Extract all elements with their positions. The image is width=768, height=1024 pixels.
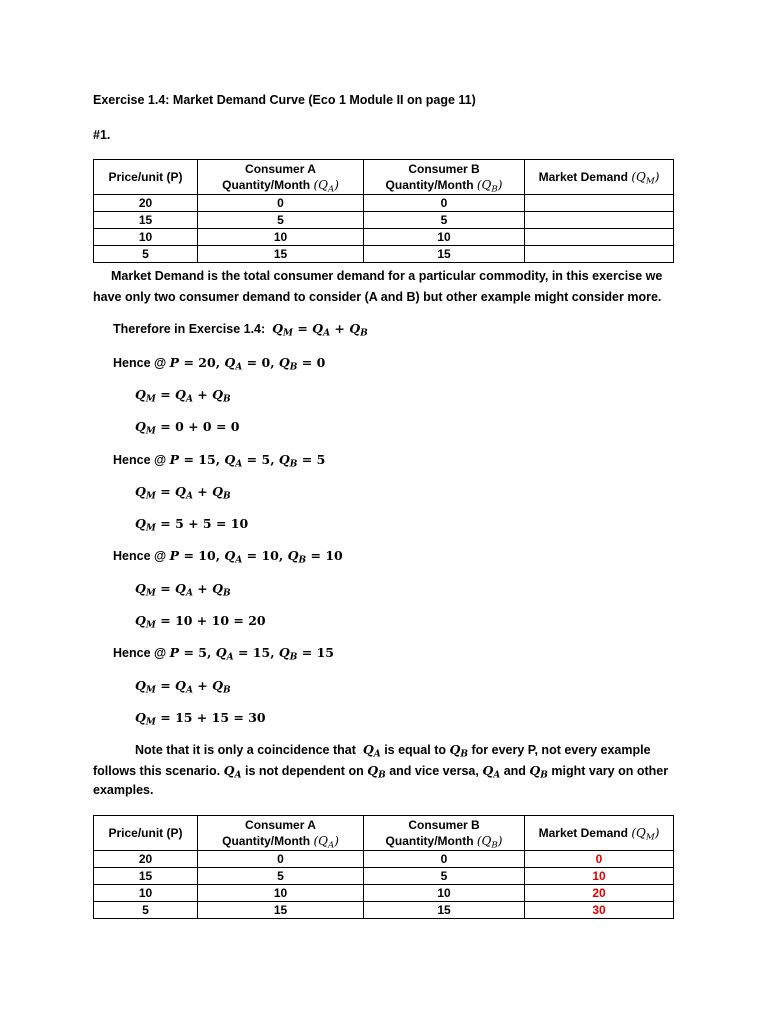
formula-general: $Q_M = Q_A + Q_B$ xyxy=(272,321,368,339)
hence-line-4: Hence @ P = 5, $Q_A = 15$, $Q_B = 15$ xyxy=(113,645,335,663)
note-line-2: follows this scenario. $Q_A$ is not dependent on $Q_B$ and vice versa, $Q_A$ and $Q_B$ might vary on other xyxy=(93,763,669,781)
formula-line-2: $Q_M = Q_A + Q_B$ xyxy=(135,484,231,502)
hence-line-3: Hence @ P = 10, $Q_A = 10$, $Q_B = 10$ xyxy=(113,548,343,566)
hence-label: Hence @ xyxy=(113,356,167,370)
cell-qa: 10 xyxy=(198,885,364,902)
cell-price: 5 xyxy=(94,246,198,263)
cell-qm-answer: 10 xyxy=(525,868,674,885)
cell-qa: 0 xyxy=(198,851,364,868)
sum-line-4: $Q_M = 15 + 15 = 30$ xyxy=(135,710,266,728)
cell-qm xyxy=(525,195,674,212)
demand-table-answered xyxy=(93,815,674,919)
header-market-demand-label: Market Demand xyxy=(538,826,628,840)
table-row xyxy=(94,212,674,229)
table-row xyxy=(94,246,674,263)
table-row xyxy=(94,851,674,868)
cell-qa: 0 xyxy=(198,195,364,212)
header-consumer-b-title: Consumer B xyxy=(408,162,480,176)
cell-qm-answer: 30 xyxy=(525,902,674,919)
header-consumer-b-qty: Quantity/Month xyxy=(385,178,474,192)
header-consumer-b: Consumer B Quantity/Month $(Q_B)$ xyxy=(364,160,525,195)
header-market-demand-label: Market Demand xyxy=(538,170,628,184)
cell-price: 5 xyxy=(94,902,198,919)
cell-qb: 5 xyxy=(364,212,525,229)
therefore-text: Therefore in Exercise 1.4: xyxy=(113,322,266,336)
exercise-title: Exercise 1.4: Market Demand Curve (Eco 1 Module II on page 11) xyxy=(93,93,476,107)
formula-line-3: $Q_M = Q_A + Q_B$ xyxy=(135,581,231,599)
header-consumer-a-title: Consumer A xyxy=(245,162,316,176)
table-row xyxy=(94,902,674,919)
cell-qa: 10 xyxy=(198,229,364,246)
hence-label: Hence @ xyxy=(113,646,167,660)
sum-line-1: $Q_M = 0 + 0 = 0$ xyxy=(135,419,240,437)
table-row xyxy=(94,229,674,246)
header-market-demand: Market Demand $(Q_M)$ xyxy=(525,160,674,195)
sum-line-3: $Q_M = 10 + 10 = 20$ xyxy=(135,613,266,631)
cell-qm-answer: 20 xyxy=(525,885,674,902)
cell-qb: 0 xyxy=(364,195,525,212)
demand-table-blank xyxy=(93,159,674,263)
note-line-1: Note that it is only a coincidence that $Q_A$ is equal to $Q_B$ for every P, not every example xyxy=(135,742,651,760)
hence-line-1: Hence @ P = 20, $Q_A = 0$, $Q_B = 0$ xyxy=(113,355,326,373)
hence-label: Hence @ xyxy=(113,549,167,563)
cell-qm xyxy=(525,246,674,263)
header-consumer-a-title: Consumer A xyxy=(245,818,316,832)
hence-line-2: Hence @ P = 15, $Q_A = 5$, $Q_B = 5$ xyxy=(113,452,326,470)
cell-qb: 0 xyxy=(364,851,525,868)
cell-qb: 15 xyxy=(364,902,525,919)
cell-qb: 10 xyxy=(364,229,525,246)
hence-label: Hence @ xyxy=(113,453,167,467)
header-consumer-b: Consumer B Quantity/Month $(Q_B)$ xyxy=(364,816,525,851)
header-consumer-a: Consumer A Quantity/Month $(Q_A)$ xyxy=(198,160,364,195)
cell-qm-answer: 0 xyxy=(525,851,674,868)
header-price: Price/unit (P) xyxy=(94,816,198,851)
header-price: Price/unit (P) xyxy=(94,160,198,195)
cell-price: 15 xyxy=(94,212,198,229)
header-consumer-a-qty: Quantity/Month xyxy=(222,834,311,848)
cell-qa: 5 xyxy=(198,212,364,229)
cell-qa: 5 xyxy=(198,868,364,885)
cell-qa: 15 xyxy=(198,902,364,919)
header-consumer-a: Consumer A Quantity/Month $(Q_A)$ xyxy=(198,816,364,851)
table-row xyxy=(94,868,674,885)
cell-qm xyxy=(525,212,674,229)
table-row xyxy=(94,195,674,212)
table-row xyxy=(94,885,674,902)
header-market-demand: Market Demand $(Q_M)$ xyxy=(525,816,674,851)
cell-qa: 15 xyxy=(198,246,364,263)
cell-price: 10 xyxy=(94,885,198,902)
cell-qb: 10 xyxy=(364,885,525,902)
table-header-row xyxy=(94,160,674,195)
therefore-line xyxy=(113,321,368,339)
cell-price: 10 xyxy=(94,229,198,246)
cell-price: 20 xyxy=(94,851,198,868)
cell-qm xyxy=(525,229,674,246)
header-consumer-b-title: Consumer B xyxy=(408,818,480,832)
sum-line-2: $Q_M = 5 + 5 = 10$ xyxy=(135,516,249,534)
cell-price: 15 xyxy=(94,868,198,885)
cell-price: 20 xyxy=(94,195,198,212)
note-line-3: examples. xyxy=(93,783,154,797)
market-demand-paragraph: Market Demand is the total consumer demand for a particular commodity, in this exercise we have only two consumer demand to consider (A and B) but other example might consider more. xyxy=(93,269,663,304)
table-header-row xyxy=(94,816,674,851)
header-consumer-a-qty: Quantity/Month xyxy=(222,178,311,192)
formula-line-1: $Q_M = Q_A + Q_B$ xyxy=(135,387,231,405)
header-consumer-b-qty: Quantity/Month xyxy=(385,834,474,848)
formula-line-4: $Q_M = Q_A + Q_B$ xyxy=(135,678,231,696)
question-number: #1. xyxy=(93,128,111,142)
cell-qb: 15 xyxy=(364,246,525,263)
cell-qb: 5 xyxy=(364,868,525,885)
